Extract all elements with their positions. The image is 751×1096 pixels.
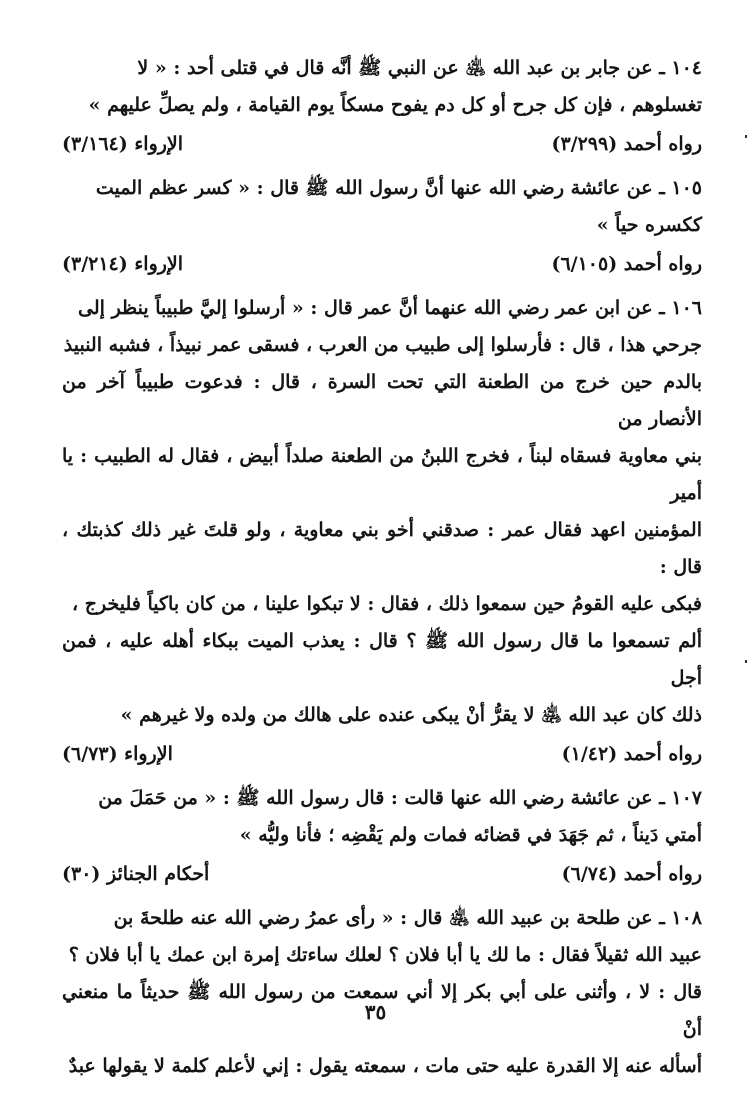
source-reference: رواه أحمد (٦/١٠٥)	[551, 253, 702, 275]
scan-edge-mark	[745, 660, 747, 663]
hadith-105	[62, 170, 702, 282]
hadith-text-line: أسأله عنه إلا القدرة عليه حتى مات ، سمعته يقول : إني لأعلم كلمة لا يقولها عبدٌ	[68, 1055, 702, 1077]
hadith-106	[62, 290, 702, 772]
hadith-text-line: ١٠٨ ـ عن طلحة بن عبيد الله ﵁ قال : « رأى عمرُ رضي الله عنه طلحةَ بن	[113, 907, 702, 929]
reference-row	[62, 856, 702, 892]
source-reference: رواه أحمد (٦/٧٤)	[561, 863, 702, 885]
source-reference: رواه أحمد (١/٤٢)	[561, 743, 702, 765]
hadith-text-line: المؤمنين اعهد فقال عمر : صدقني أخو بني معاوية ، ولو قلتَ غير ذلك كذبتك ، قال :	[62, 519, 702, 578]
grading-reference: أحكام الجنائز (٣٠)	[62, 863, 210, 885]
hadith-text-line: ككسره حياً »	[596, 214, 702, 236]
page-content	[62, 44, 702, 1085]
hadith-text-line: بالدم حين خرج من الطعنة التي تحت السرة ، قال : فدعوت طبيباً آخر من الأنصار من	[62, 371, 702, 430]
hadith-text-line: جرحي هذا ، قال : فأرسلوا إلى طبيب من العرب ، فسقى عمر نبيذاً ، فشبه النبيذ	[63, 334, 702, 356]
hadith-text-line: أمتي دَيناً ، ثم جَهَدَ في قضائه فمات ولم يَقْضِه ؛ فأنا وليُّه »	[239, 824, 702, 846]
hadith-text-line: تغسلوهم ، فإن كل جرح أو كل دم يفوح مسكاً يوم القيامة ، ولم يصلِّ عليهم »	[88, 94, 702, 116]
grading-reference: الإرواء (٣/٢١٤)	[62, 253, 184, 275]
hadith-text-line: بني معاوية فسقاه لبناً ، فخرج اللبنُ من الطعنة صلداً أبيض ، فقال له الطبيب : يا أمير	[62, 445, 702, 504]
hadith-text-line: ١٠٤ ـ عن جابر بن عبد الله ﵁ عن النبي ﷺ أنَّه قال في قتلى أحد : « لا	[137, 57, 702, 79]
hadith-text-line: عبيد الله ثقيلاً فقال : ما لك يا أبا فلان ؟ لعلك ساءتك إمرة ابن عمك يا أبا فلان ؟	[68, 944, 702, 966]
hadith-text-line: ١٠٦ ـ عن ابن عمر رضي الله عنهما أنَّ عمر قال : « أرسلوا إليَّ طبيباً ينظر إلى	[78, 297, 702, 319]
scan-edge-mark	[745, 135, 747, 138]
grading-reference: الإرواء (٣/١٦٤)	[62, 133, 184, 155]
hadith-104	[62, 50, 702, 162]
page-number: ٣٥	[364, 1000, 387, 1024]
reference-row	[62, 246, 702, 282]
hadith-text-line: ١٠٧ ـ عن عائشة رضي الله عنها قالت : قال رسول الله ﷺ : « من حَمَلَ من	[98, 787, 702, 809]
hadith-text-line: فبكى عليه القومُ حين سمعوا ذلك ، فقال : لا تبكوا علينا ، من كان باكياً فليخرج ،	[72, 593, 702, 615]
reference-row	[62, 736, 702, 772]
hadith-108	[62, 900, 702, 1085]
reference-row	[62, 126, 702, 162]
hadith-text-line: ١٠٥ ـ عن عائشة رضي الله عنها أنَّ رسول الله ﷺ قال : « كسر عظم الميت	[95, 177, 702, 199]
hadith-text-line: قال : لا ، وأثنى على أبي بكر إلا أني سمعت من رسول الله ﷺ حديثاً ما منعني أنْ	[62, 981, 702, 1040]
hadith-107	[62, 780, 702, 892]
grading-reference: الإرواء (٦/٧٣)	[62, 743, 173, 765]
hadith-text-line: ذلك كان عبد الله ﵁ لا يقرُّ أنْ يبكى عنده على هالك من ولده ولا غيرهم »	[120, 704, 702, 726]
source-reference: رواه أحمد (٣/٢٩٩)	[551, 133, 702, 155]
hadith-text-line: ألم تسمعوا ما قال رسول الله ﷺ ؟ قال : يعذب الميت ببكاء أهله عليه ، فمن أجل	[62, 630, 702, 689]
